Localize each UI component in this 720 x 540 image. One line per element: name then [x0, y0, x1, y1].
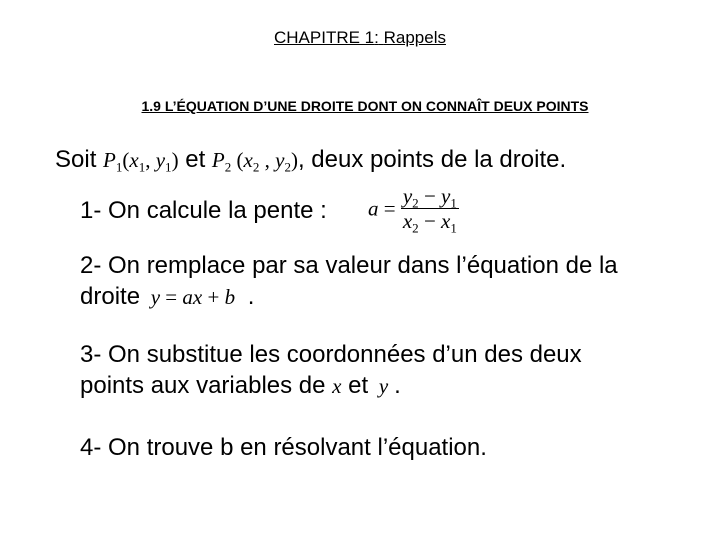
- step-2-line-2: droite y = ax + b .: [80, 283, 255, 310]
- point-p2-formula: $P_2$ ($x_2$ , $y_2$): [211, 148, 298, 175]
- slope-formula: a = $\frac{y_2 - y_1}{x_2 - x_1}$: [368, 184, 457, 236]
- slope-fraction: $\frac{y_2 - y_1}{x_2 - x_1}$: [402, 184, 457, 236]
- step-3-points: points aux variables de: [80, 372, 326, 399]
- chapter-topic: Rappels: [383, 28, 446, 47]
- chapter-title: [0, 28, 720, 48]
- var-x: x: [332, 374, 342, 398]
- chapter-label: CHAPITRE 1: [274, 28, 375, 47]
- intro-comma: ,: [297, 146, 305, 173]
- var-y: y: [378, 374, 389, 398]
- point-p1-formula: $P_1(x_1$, $y_1$): [103, 148, 179, 175]
- intro-soit: Soit: [55, 146, 97, 173]
- step-3-line-2: points aux variables de x et y .: [80, 372, 401, 399]
- step-2-line-1: 2- On remplace par sa valeur dans l’équation de la: [80, 252, 618, 279]
- intro-line: [55, 146, 566, 174]
- step-3-line-1: 3- On substitue les coordonnées d’un des deux: [80, 341, 582, 368]
- step-3-et: et: [348, 372, 369, 399]
- section-title: 1.9 L’ÉQUATION D’UNE DROITE DONT ON CONNAÎT DEUX POINTS: [141, 98, 589, 114]
- chapter-sep: :: [374, 28, 379, 47]
- step-1: [80, 197, 327, 225]
- intro-tail: deux points de la droite.: [311, 146, 567, 173]
- intro-et: et: [185, 146, 206, 173]
- line-equation-formula: y = ax + b: [150, 285, 236, 309]
- step-2-droite: droite: [80, 283, 141, 310]
- step-4: 4- On trouve b en résolvant l’équation.: [80, 434, 487, 461]
- step-1-text: 1- On calcule la pente :: [80, 197, 327, 224]
